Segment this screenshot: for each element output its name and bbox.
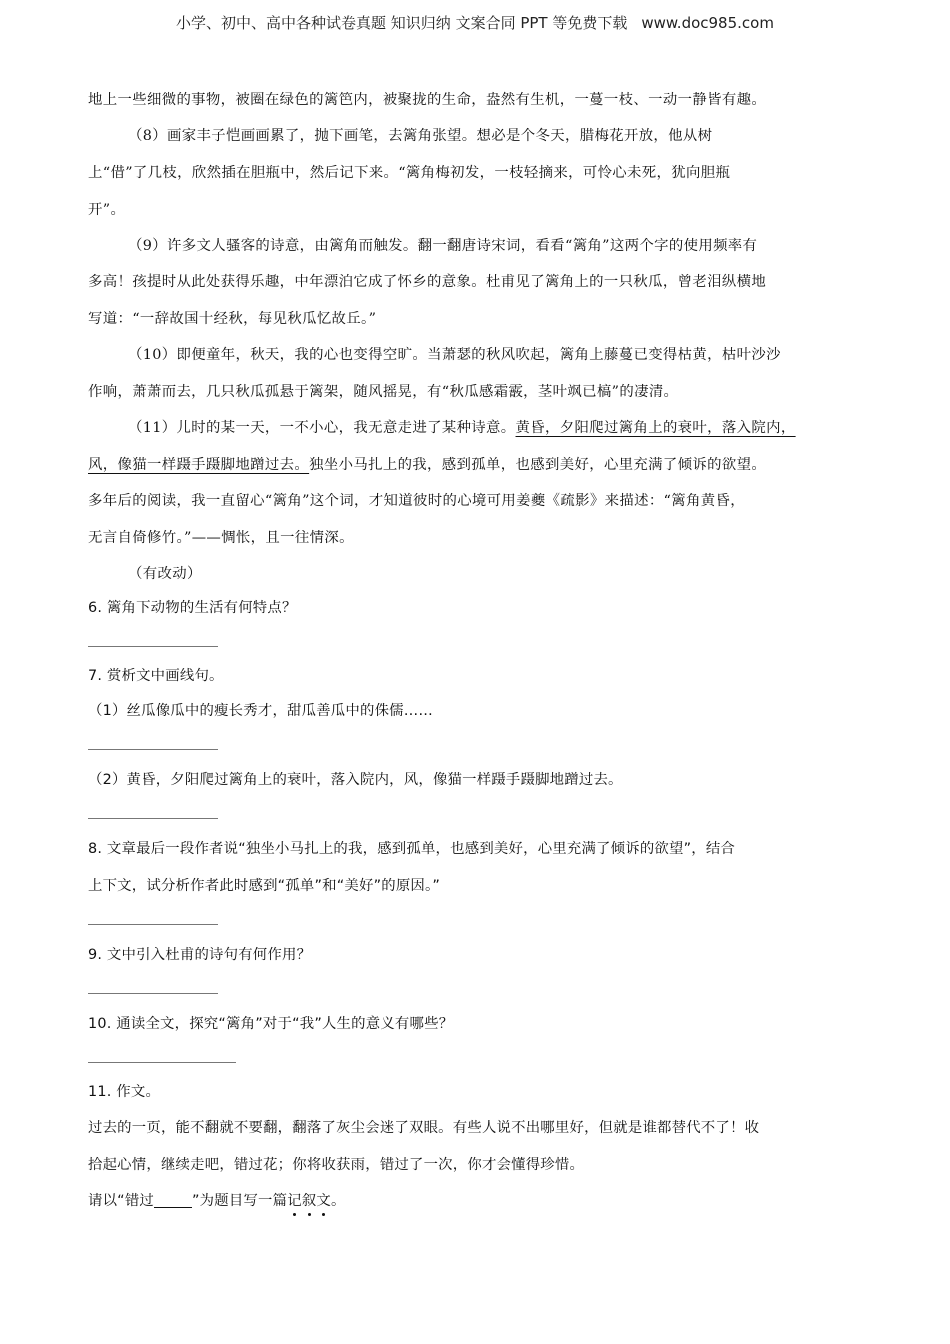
paragraph-8-line: 上“借”了几枝，欣然插在胆瓶中，然后记下来。“篱角梅初发，一枝轻摘来，可怜心未死，犹向胆瓶 <box>88 165 731 181</box>
paragraph-9-line: 写道：“一辞故国十经秋，每见秋瓜忆故丘。” <box>88 311 377 327</box>
passage-line: 地上一些细微的事物，被圈在绿色的篱笆内，被聚拢的生命，盎然有生机，一蔓一枝、一动一静皆有趣。 <box>88 92 767 108</box>
emphasis-char: 记 <box>287 1189 302 1210</box>
plain-text: ”为题目写一篇 <box>192 1193 288 1209</box>
essay-instruction <box>88 1189 346 1210</box>
paragraph-9-line: （9）许多文人骚客的诗意，由篱角而触发。翻一翻唐诗宋词，看看“篱角”这两个字的使用频率有 <box>128 238 758 254</box>
question-7: 7. 赏析文中画线句。 <box>88 668 224 684</box>
answer-line[interactable] <box>88 924 218 925</box>
question-8-line: 8. 文章最后一段作者说“独坐小马扎上的我，感到孤单，也感到美好，心里充满了倾诉的欲望”，结合 <box>88 841 736 857</box>
underlined-sentence: 风，像猫一样蹑手蹑脚地蹭过去。 <box>88 457 310 473</box>
question-10: 10. 通读全文，探究“篱角”对于“我”人生的意义有哪些？ <box>88 1016 454 1032</box>
paragraph-11-line <box>88 453 766 474</box>
essay-prompt-line: 拾起心情，继续走吧，错过花；你将收获雨，错过了一次，你才会懂得珍惜。 <box>88 1157 585 1173</box>
underlined-sentence: 黄昏，夕阳爬过篱角上的衰叶，落入院内， <box>515 420 796 436</box>
plain-text: 。 <box>331 1193 346 1209</box>
answer-line[interactable] <box>88 1062 236 1063</box>
question-8-line: 上下文，试分析作者此时感到“孤单”和“美好”的原因。” <box>88 878 441 894</box>
title-blank[interactable] <box>154 1193 192 1208</box>
answer-line[interactable] <box>88 646 218 647</box>
header-banner: 小学、初中、高中各种试卷真题 知识归纳 文案合同 PPT 等免费下载 <box>176 14 628 32</box>
plain-text: 请以“错过 <box>88 1193 155 1209</box>
question-9: 9. 文中引入杜甫的诗句有何作用？ <box>88 947 312 963</box>
header-url[interactable]: www.doc985.com <box>641 14 774 32</box>
paragraph-8-line: 开”。 <box>88 202 126 218</box>
paragraph-10-line: （10）即便童年，秋天，我的心也变得空旷。当萧瑟的秋风吹起，篱角上藤蔓已变得枯黄，枯叶沙沙 <box>128 347 781 363</box>
paragraph-11-line: 无言自倚修竹。”——惆怅，且一往情深。 <box>88 530 354 546</box>
question-7-part-2: （2）黄昏，夕阳爬过篱角上的衰叶，落入院内，风，像猫一样蹑手蹑脚地蹭过去。 <box>88 772 623 788</box>
page-header <box>0 12 950 33</box>
answer-line[interactable] <box>88 993 218 994</box>
paragraph-11-line <box>128 416 796 437</box>
answer-line[interactable] <box>88 749 218 750</box>
paragraph-10-line: 作响，萧萧而去，几只秋瓜孤悬于篱架，随风摇晃，有“秋瓜感霜霰，茎叶飒已槁”的凄清。 <box>88 384 679 400</box>
question-7-part-1: （1）丝瓜像瓜中的瘦长秀才，甜瓜善瓜中的侏儒…… <box>88 703 433 719</box>
source-note: （有改动） <box>128 566 202 582</box>
question-11: 11. 作文。 <box>88 1084 161 1100</box>
paragraph-9-line: 多高！孩提时从此处获得乐趣，中年漂泊它成了怀乡的意象。杜甫见了篱角上的一只秋瓜，曾老泪纵横地 <box>88 274 767 290</box>
question-6: 6. 篱角下动物的生活有何特点？ <box>88 600 297 616</box>
plain-text: 独坐小马扎上的我，感到孤单，也感到美好，心里充满了倾诉的欲望。 <box>309 457 767 473</box>
emphasis-char: 叙 <box>302 1189 317 1210</box>
paragraph-8-line: （8）画家丰子恺画画累了，抛下画笔，去篱角张望。想必是个冬天，腊梅花开放，他从树 <box>128 128 713 144</box>
emphasis-char: 文 <box>316 1189 331 1210</box>
answer-line[interactable] <box>88 818 218 819</box>
essay-prompt-line: 过去的一页，能不翻就不要翻，翻落了灰尘会迷了双眼。有些人说不出哪里好，但就是谁都替代不了！收 <box>88 1120 760 1136</box>
paragraph-11-line: 多年后的阅读，我一直留心“篱角”这个词，才知道彼时的心境可用姜夔《疏影》来描述：“篱角黄昏， <box>88 493 745 509</box>
plain-text: （11）儿时的某一天，一不小心，我无意走进了某种诗意。 <box>128 420 516 436</box>
